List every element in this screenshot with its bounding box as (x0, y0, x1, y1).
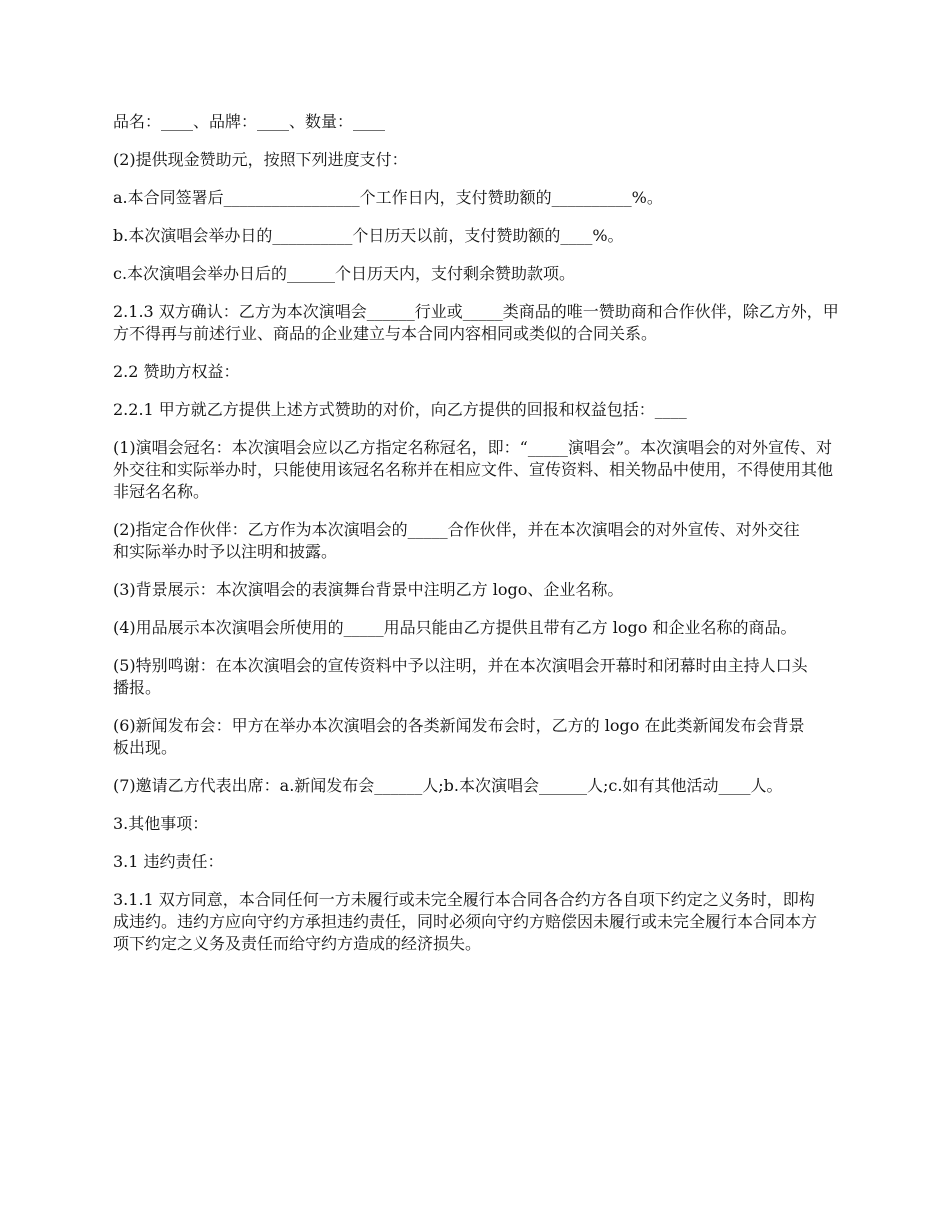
paragraph-supplies: (4)用品展示本次演唱会所使用的_____用品只能由乙方提供且带有乙方 logo 和企业名称的商品。 (113, 618, 797, 637)
paragraph-payment-b: b.本次演唱会举办日的__________个日历天以前，支付赞助额的____%。 (113, 226, 624, 245)
paragraph-press-conference: (6)新闻发布会：甲方在举办本次演唱会的各类新闻发布会时，乙方的 logo 在此类新闻发布会背景板出现。 (113, 716, 805, 757)
paragraph-partner: (2)指定合作伙伴：乙方作为本次演唱会的_____合作伙伴，并在本次演唱会的对外宣传、对外交往和实际举办时予以注明和披露。 (113, 520, 800, 561)
paragraph-title-naming: (1)演唱会冠名：本次演唱会应以乙方指定名称冠名，即：“_____演唱会”。本次演唱会的对外宣传、对外交往和实际举办时，只能使用该冠名名称并在相应文件、宣传资料、相关物品中使用，不得使用其他非冠名名称。 (113, 438, 834, 501)
paragraph-payment-c: c.本次演唱会举办日后的______个日历天内，支付剩余赞助款项。 (113, 264, 576, 283)
paragraph-payment-a: a.本合同签署后_________________个工作日内，支付赞助额的__________%。 (113, 188, 663, 207)
paragraph-background: (3)背景展示：本次演唱会的表演舞台背景中注明乙方 logo、企业名称。 (113, 580, 624, 599)
paragraph-3-1-1: 3.1.1 双方同意，本合同任何一方未履行或未完全履行本合同各合约方各自项下约定之义务时，即构成违约。违约方应向守约方承担违约责任，同时必须向守约方赔偿因未履行或未完全履行本合同本方项下约定之义务及责任而给守约方造成的经济损失。 (113, 890, 818, 953)
paragraph-product-info: 品名：____、品牌：____、数量：____ (113, 112, 386, 131)
document-body (113, 111, 843, 971)
heading-3: 3.其他事项： (113, 814, 209, 833)
paragraph-2-1-3: 2.1.3 双方确认：乙方为本次演唱会______行业或_____类商品的唯一赞助商和合作伙伴，除乙方外，甲方不得再与前述行业、商品的企业建立与本合同内容相同或类似的合同关系。 (113, 302, 839, 343)
paragraph-cash-sponsorship: (2)提供现金赞助元，按照下列进度支付： (113, 150, 408, 169)
paragraph-invitation: (7)邀请乙方代表出席：a.新闻发布会______人;b.本次演唱会______人;c.如有其他活动____人。 (113, 776, 783, 795)
paragraph-2-2-1: 2.2.1 甲方就乙方提供上述方式赞助的对价，向乙方提供的回报和权益包括：____ (113, 400, 687, 419)
paragraph-acknowledgement: (5)特别鸣谢：在本次演唱会的宣传资料中予以注明，并在本次演唱会开幕时和闭幕时由主持人口头播报。 (113, 656, 808, 697)
heading-2-2: 2.2 赞助方权益： (113, 362, 240, 381)
heading-3-1: 3.1 违约责任： (113, 852, 224, 871)
